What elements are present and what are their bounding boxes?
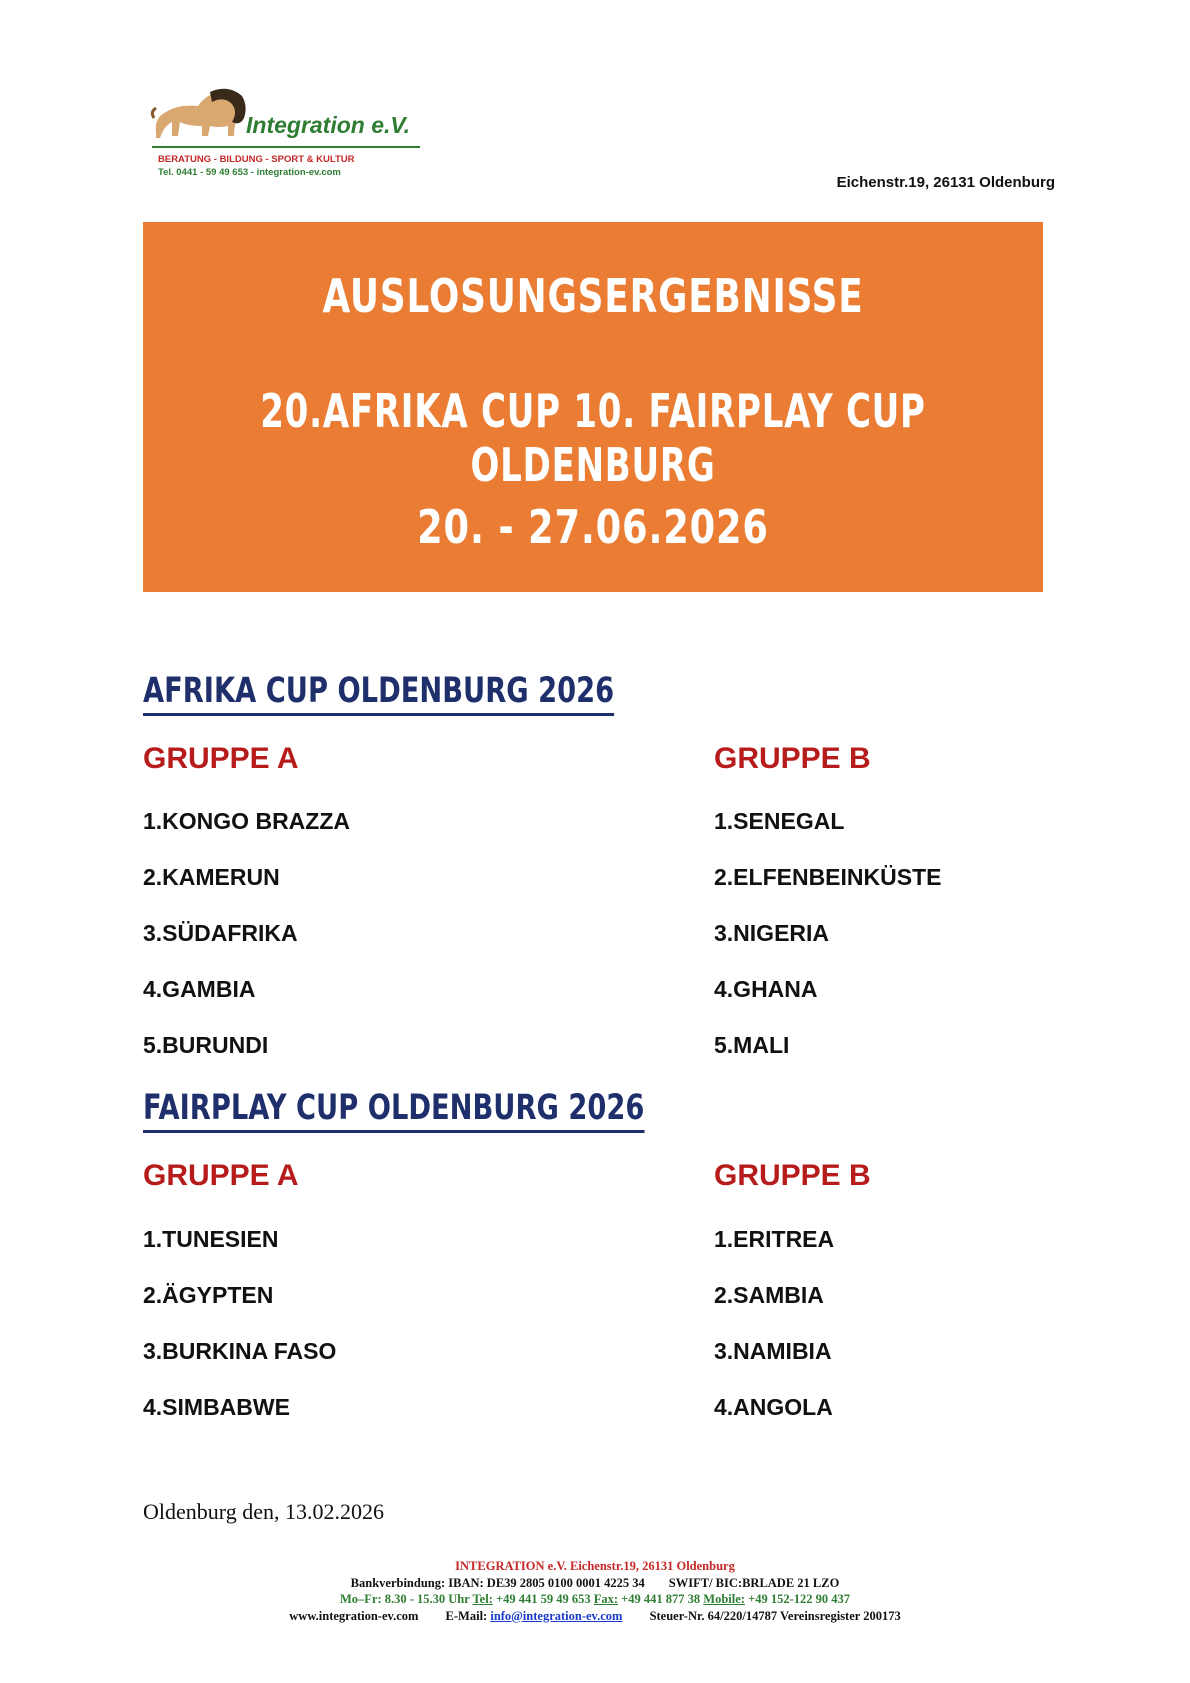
list-item: 1.KONGO BRAZZA: [143, 808, 350, 834]
logo-divider: [152, 146, 420, 148]
fairplay-group-b-title: GRUPPE B: [714, 1159, 871, 1192]
list-item: 3.NAMIBIA: [714, 1338, 832, 1364]
footer-tel-label: Tel:: [472, 1592, 493, 1606]
logo-contact: Tel. 0441 - 59 49 653 - integration-ev.com: [158, 167, 341, 178]
logo-tagline: BERATUNG - BILDUNG - SPORT & KULTUR: [158, 154, 355, 165]
title-banner: [143, 222, 1043, 592]
list-item: 2.KAMERUN: [143, 864, 280, 890]
footer-hours: Mo–Fr: 8.30 - 15.30 Uhr: [339, 1592, 470, 1606]
footer-mobile: +49 152-122 90 437: [748, 1592, 851, 1606]
place-date: Oldenburg den, 13.02.2026: [143, 1499, 384, 1524]
logo: [148, 82, 428, 182]
footer-bank: [0, 1575, 1190, 1592]
fairplay-cup-title: FAIRPLAY CUP OLDENBURG 2026: [143, 1089, 644, 1133]
header-address: Eichenstr.19, 26131 Oldenburg: [836, 174, 1055, 191]
banner-dates: 20. - 27.06.2026: [417, 500, 769, 554]
list-item: 2.ELFENBEINKÜSTE: [714, 864, 942, 890]
footer-website: www.integration-ev.com: [289, 1608, 419, 1623]
list-item: 4.ANGOLA: [714, 1394, 833, 1420]
list-item: 3.SÜDAFRIKA: [143, 920, 298, 946]
footer-email-label: E-Mail:: [445, 1608, 488, 1623]
list-item: 5.MALI: [714, 1032, 790, 1058]
list-item: 3.BURKINA FASO: [143, 1338, 337, 1364]
list-item: 4.SIMBABWE: [143, 1394, 290, 1420]
footer-email-link[interactable]: info@integration-ev.com: [490, 1608, 623, 1623]
list-item: 4.GAMBIA: [143, 976, 256, 1002]
footer-fax-label: Fax:: [593, 1592, 619, 1606]
afrika-group-b-title: GRUPPE B: [714, 742, 871, 775]
list-item: 1.SENEGAL: [714, 808, 845, 834]
list-item: 1.TUNESIEN: [143, 1226, 279, 1252]
footer-contact: [0, 1591, 1190, 1608]
footer-swift: SWIFT/ BIC:BRLADE 21 LZO: [668, 1575, 840, 1590]
afrika-cup-title: AFRIKA CUP OLDENBURG 2026: [143, 672, 614, 716]
fairplay-group-a-title: GRUPPE A: [143, 1159, 299, 1192]
footer-fax: +49 441 877 38: [621, 1592, 701, 1606]
logo-name: Integration e.V.: [246, 112, 411, 138]
list-item: 2.SAMBIA: [714, 1282, 824, 1308]
lion-icon: [148, 82, 248, 146]
footer-tax: Steuer-Nr. 64/220/14787: [649, 1608, 778, 1623]
list-item: 5.BURUNDI: [143, 1032, 269, 1058]
list-item: 3.NIGERIA: [714, 920, 830, 946]
banner-title: AUSLOSUNGSERGEBNISSE: [322, 269, 864, 323]
banner-event: 20.AFRIKA CUP 10. FAIRPLAY CUP OLDENBURG: [260, 384, 926, 492]
footer-iban: Bankverbindung: IBAN: DE39 2805 0100 0001 4225 34: [350, 1575, 645, 1590]
list-item: 2.ÄGYPTEN: [143, 1282, 274, 1308]
footer-org-address: INTEGRATION e.V. Eichenstr.19, 26131 Oldenburg: [455, 1559, 735, 1573]
list-item: 4.GHANA: [714, 976, 818, 1002]
footer-mobile-label: Mobile:: [703, 1592, 745, 1606]
afrika-group-a-title: GRUPPE A: [143, 742, 299, 775]
footer-register: Vereinsregister 200173: [780, 1608, 901, 1623]
footer: [0, 1558, 1190, 1624]
list-item: 1.ERITREA: [714, 1226, 835, 1252]
footer-tel: +49 441 59 49 653: [495, 1592, 591, 1606]
footer-web-row: [0, 1608, 1190, 1625]
